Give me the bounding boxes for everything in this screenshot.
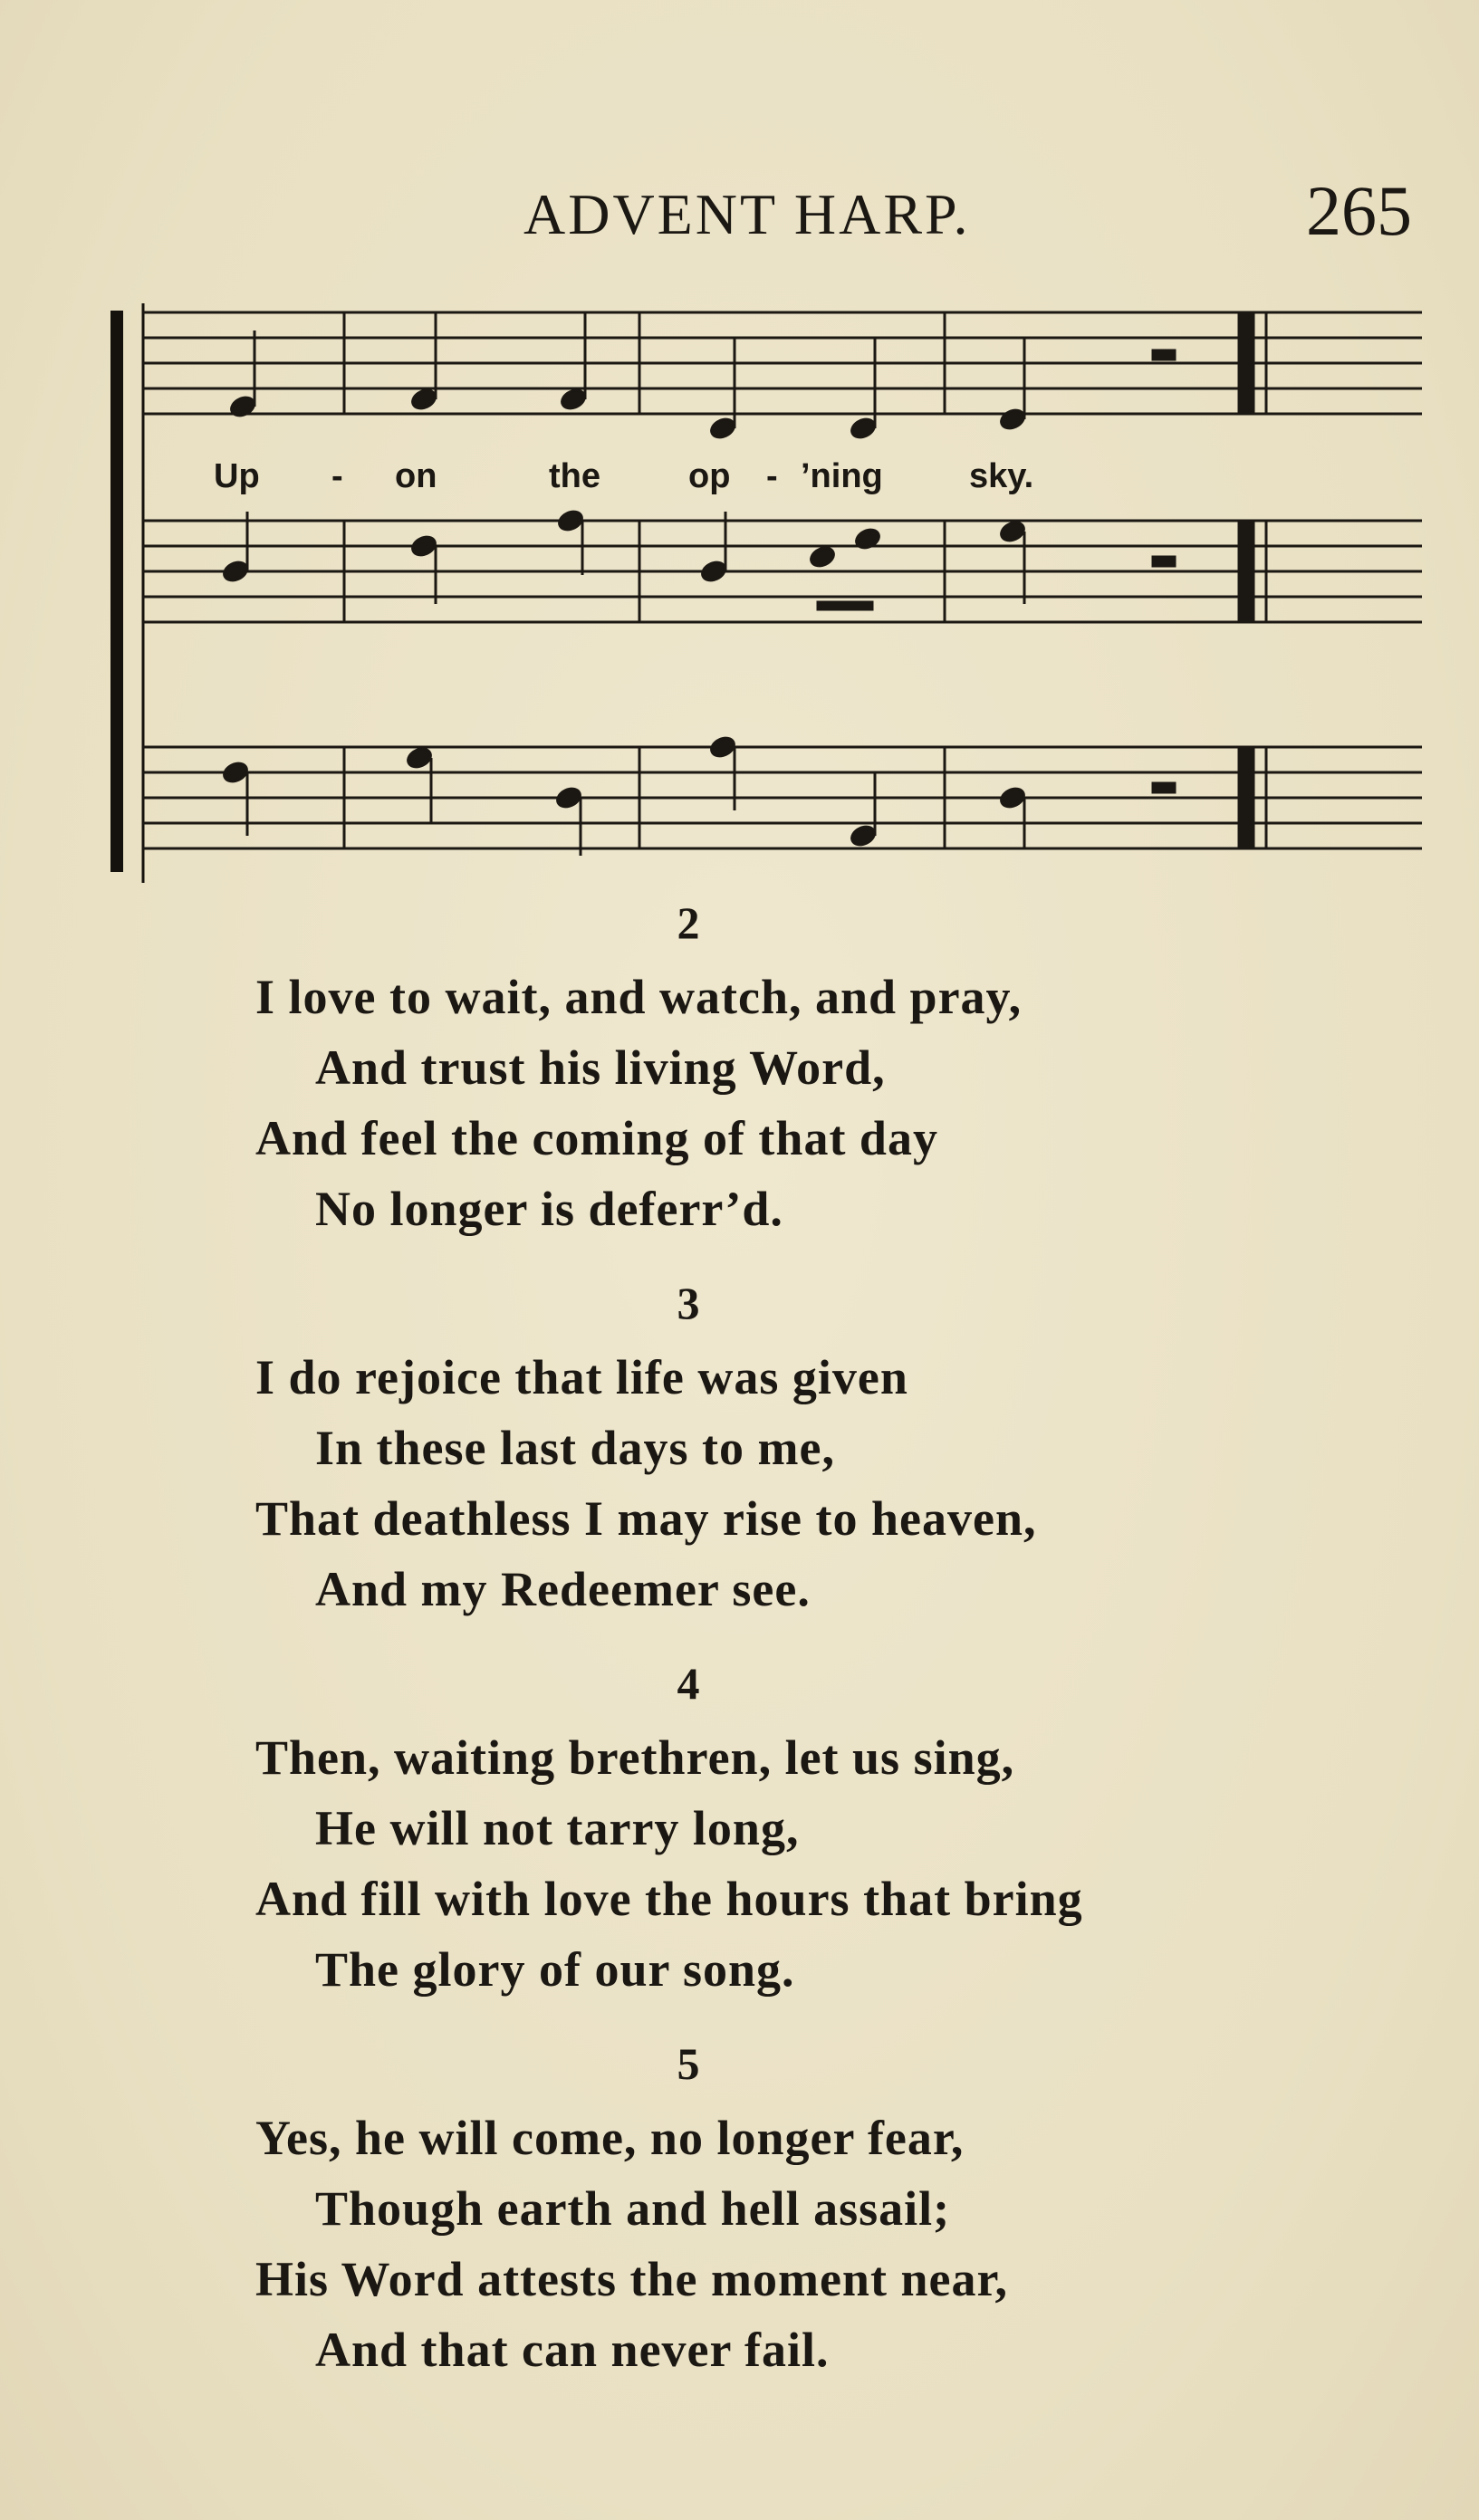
- note: [998, 407, 1026, 431]
- note: [808, 544, 836, 569]
- note: [409, 533, 437, 558]
- lyric-syllable: the: [549, 457, 600, 495]
- verse-line: I do rejoice that life was given: [255, 1350, 908, 1404]
- note: [708, 734, 736, 759]
- note: [849, 823, 877, 848]
- lyric-syllable: on: [395, 457, 437, 495]
- lyric-syllable: -: [766, 457, 778, 495]
- lyric-syllable: op: [688, 457, 731, 495]
- verse-line: And that can never fail.: [315, 2323, 830, 2377]
- lyric-syllable: -: [331, 457, 343, 495]
- running-title: ADVENT HARP.: [523, 182, 971, 246]
- note: [405, 745, 433, 770]
- note: [221, 559, 249, 583]
- verse-line: The glory of our song.: [315, 1942, 795, 1997]
- verse-number: 3: [677, 1278, 700, 1328]
- staff-3: [143, 734, 1422, 856]
- note: [409, 387, 437, 411]
- verse-line: Though earth and hell assail;: [315, 2181, 951, 2236]
- system-bracket: [110, 311, 123, 872]
- verse-line: I love to wait, and watch, and pray,: [255, 970, 1023, 1024]
- verse-number: 2: [677, 897, 700, 948]
- note: [998, 785, 1026, 810]
- note: [221, 760, 249, 784]
- page-header: [0, 170, 1479, 252]
- note: [849, 416, 877, 440]
- staff-1: [143, 312, 1422, 441]
- note: [559, 387, 587, 411]
- music-score: [107, 294, 1429, 896]
- verse-line: And fill with love the hours that bring: [255, 1872, 1083, 1926]
- lyric-syllable: Up: [214, 457, 260, 495]
- verse-number: 5: [677, 2038, 700, 2089]
- lyric-syllable: sky.: [969, 457, 1034, 495]
- verse-line: That deathless I may rise to heaven,: [255, 1491, 1037, 1546]
- page-number: 265: [1306, 171, 1412, 250]
- verse-line: In these last days to me,: [315, 1421, 835, 1475]
- verse-line: And trust his living Word,: [315, 1040, 886, 1095]
- note: [699, 559, 727, 583]
- verse-line: His Word attests the moment near,: [255, 2252, 1008, 2306]
- note: [556, 508, 584, 532]
- verse-number: 4: [677, 1658, 700, 1709]
- note: [853, 526, 881, 551]
- verse-line: He will not tarry long,: [315, 1801, 800, 1855]
- note: [228, 394, 256, 418]
- note: [708, 416, 736, 440]
- verse-line: No longer is deferr’d.: [315, 1182, 783, 1236]
- lyric-syllable: ’ning: [801, 457, 883, 495]
- note: [554, 785, 582, 810]
- verse-line: And feel the coming of that day: [255, 1111, 938, 1165]
- note: [998, 519, 1026, 543]
- verse-line: Yes, he will come, no longer fear,: [255, 2111, 965, 2165]
- verse-line: Then, waiting brethren, let us sing,: [255, 1730, 1015, 1785]
- lyric-line: [107, 457, 1429, 512]
- staff-2: [143, 508, 1422, 622]
- verse-line: And my Redeemer see.: [315, 1562, 811, 1616]
